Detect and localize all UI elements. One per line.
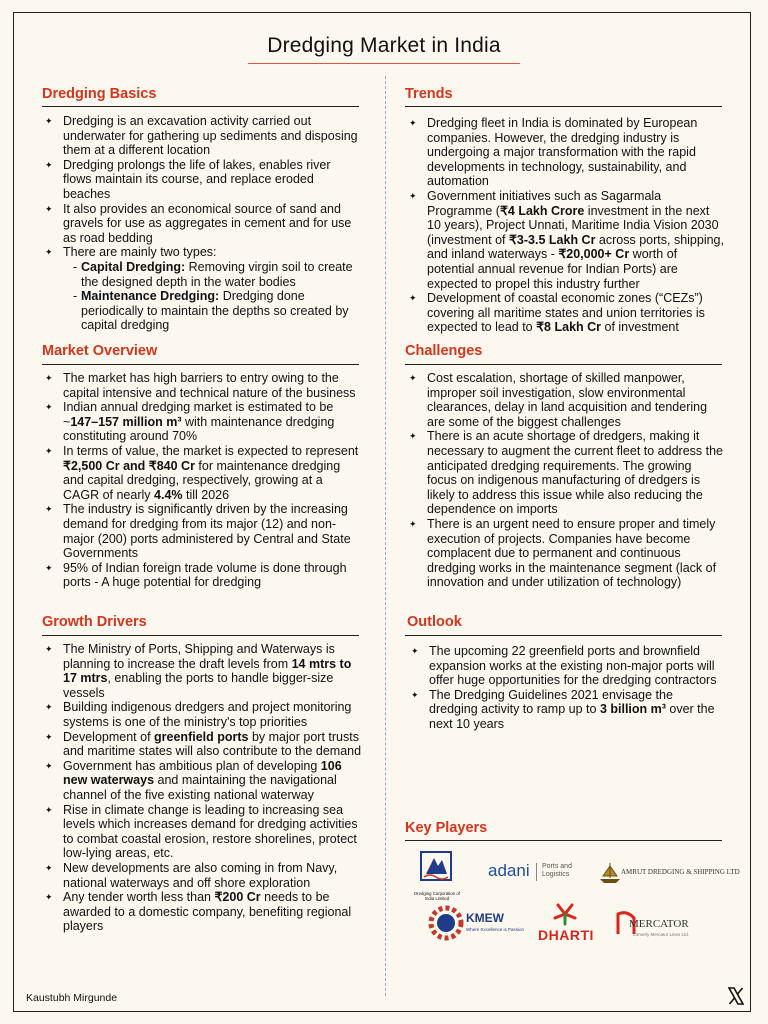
sub-item-description: Removing virgin soil to create the designed depth in the water bodies bbox=[81, 259, 353, 289]
bullet-item bbox=[406, 116, 724, 189]
bullet-item bbox=[42, 890, 362, 934]
section-rule bbox=[405, 364, 722, 365]
sub-bullet-item bbox=[63, 289, 362, 333]
adani-tag-line2: Logistics bbox=[542, 871, 570, 878]
text-segment: The market has high barriers to entry owing to the capital intensive and technical nature of the business bbox=[63, 371, 356, 400]
emphasis-text: ₹20,000+ Cr bbox=[558, 247, 630, 262]
dci-emblem-icon bbox=[412, 850, 462, 886]
text-segment: till 2026 bbox=[182, 487, 230, 502]
emphasis-text: ₹3-3.5 Lakh Cr bbox=[508, 232, 596, 247]
emphasis-text: ₹2,500 Cr and ₹840 Cr bbox=[63, 458, 195, 473]
text-segment: , enabling the ports to handle bigger-size vessels bbox=[63, 671, 334, 700]
text-segment: investment in the next 10 years), Project Unnati, Maritime India Vision 2030 (investment of bbox=[427, 203, 719, 247]
dci-logo bbox=[412, 850, 462, 901]
emphasis-text: 147–157 million m³ bbox=[70, 414, 182, 429]
text-segment: There is an acute shortage of dredgers, making it necessary to augment the current fleet to address the anticipated dredging requirements. The growing focus on indigenous manufacturing of dredgers is likely to address this issue while also reducing the dependence on imports bbox=[427, 429, 724, 517]
text-segment: worth of potential annual revenue for Indian Ports) are expected to propel this industry further bbox=[427, 247, 678, 291]
adani-separator bbox=[536, 863, 537, 881]
emphasis-text: 3 billion m³ bbox=[599, 702, 666, 717]
list-market-overview bbox=[42, 371, 362, 590]
bullet-item bbox=[42, 730, 362, 759]
emphasis-text: ₹200 Cr bbox=[214, 890, 261, 905]
bullet-item bbox=[42, 759, 362, 803]
text-segment: Building indigenous dredgers and project monitoring systems is one of the ministry's top priorities bbox=[63, 700, 352, 729]
emphasis-text: ₹8 Lakh Cr bbox=[536, 320, 602, 335]
kmew-tagline: Where Excellence is Passion bbox=[466, 927, 525, 932]
emphasis-text: greenfield ports bbox=[154, 729, 249, 744]
bullet-item bbox=[42, 114, 362, 158]
bullet-item bbox=[42, 202, 362, 246]
sub-item-term: Maintenance Dredging: bbox=[81, 289, 220, 304]
adani-tag-line1: Ports and bbox=[542, 863, 572, 870]
dci-caption: Dredging Corporation of India Limited bbox=[414, 891, 460, 901]
bullet-item bbox=[42, 561, 362, 590]
kmew-gear-icon bbox=[428, 905, 464, 941]
text-segment: Development of bbox=[63, 729, 155, 744]
text-segment: by major port trusts and maritime states will also contribute to the demand bbox=[63, 729, 362, 759]
text-segment: Dredging prolongs the life of lakes, enables river flows maintain its course, and replace eroded beaches bbox=[63, 157, 331, 201]
list-trends bbox=[406, 116, 724, 335]
kmew-logo bbox=[428, 903, 523, 945]
adani-tagline bbox=[542, 863, 572, 879]
kmew-wordmark: KMEW bbox=[466, 911, 504, 925]
page-title: Dredging Market in India bbox=[267, 34, 501, 57]
author-name: Kaustubh Mirgunde bbox=[26, 992, 118, 1004]
text-segment: The industry is significantly driven by the increasing demand for dredging from its major (12) and non-major (200) ports administered by Central and State Governments bbox=[63, 502, 351, 561]
text-segment: for maintenance dredging and capital dredging, respectively, growing at a CAGR of nearly bbox=[63, 458, 341, 502]
bullet-item bbox=[42, 861, 362, 890]
section-title-growth-drivers: Growth Drivers bbox=[42, 614, 147, 630]
text-segment: Government has ambitious plan of developing bbox=[63, 758, 321, 773]
section-title-market-overview: Market Overview bbox=[42, 343, 158, 359]
text-segment: with maintenance dredging constituting around 70% bbox=[63, 414, 335, 444]
list-challenges bbox=[406, 371, 724, 590]
text-segment: Government initiatives such as Sagarmala Programme ( bbox=[427, 188, 662, 218]
x-logo-icon[interactable] bbox=[728, 987, 744, 1005]
bullet-item bbox=[42, 700, 362, 729]
text-segment: There are mainly two types: bbox=[63, 245, 217, 260]
sub-bullet-item bbox=[63, 260, 362, 289]
adani-wordmark: adani bbox=[488, 861, 530, 880]
text-segment: Rise in climate change is leading to increasing sea levels which increases demand for dredging activities to combat coastal erosion, restore shorelines, protect low-lying areas, etc. bbox=[63, 802, 358, 861]
text-segment: 95% of Indian foreign trade volume is done through ports - A huge potential for dredging bbox=[63, 560, 347, 590]
text-segment: The upcoming 22 greenfield ports and brownfield expansion works at the existing non-major ports will offer huge opportunities for the dredging contractors bbox=[429, 644, 717, 688]
text-segment: Indian annual dredging market is estimated to be ~ bbox=[63, 400, 334, 429]
section-rule bbox=[42, 635, 359, 636]
bullet-item bbox=[42, 444, 362, 502]
emphasis-text: 106 new waterways bbox=[63, 758, 342, 788]
dharti-emblem-icon bbox=[552, 902, 578, 926]
section-title-outlook: Outlook bbox=[407, 614, 462, 630]
text-segment: Development of coastal economic zones (“CEZs”) covering all maritime states and union territories is expected to lead to bbox=[427, 291, 705, 335]
text-segment: over the next 10 years bbox=[429, 702, 715, 731]
section-title-trends: Trends bbox=[405, 86, 453, 102]
bullet-item bbox=[42, 245, 362, 333]
bullet-item bbox=[42, 400, 362, 444]
list-growth-drivers bbox=[42, 642, 362, 934]
text-segment: Dredging fleet in India is dominated by European companies. However, the dredging industry is undergoing a major transformation with the rapid developments in technology, sustainability, and automation bbox=[427, 116, 698, 189]
sub-list bbox=[63, 260, 362, 333]
column-divider bbox=[385, 76, 386, 996]
section-title-dredging-basics: Dredging Basics bbox=[42, 86, 157, 102]
bullet-item bbox=[406, 371, 724, 429]
bullet-item bbox=[408, 688, 724, 732]
title-underline bbox=[248, 63, 520, 64]
section-rule bbox=[405, 840, 722, 841]
mercator-logo bbox=[615, 908, 705, 944]
emphasis-text: 14 mtrs to 17 mtrs bbox=[63, 656, 352, 686]
bullet-item bbox=[406, 517, 724, 590]
bullet-item bbox=[42, 502, 362, 560]
section-rule bbox=[405, 635, 722, 636]
list-dredging-basics bbox=[42, 114, 362, 333]
text-segment: There is an urgent need to ensure proper and timely execution of projects. Companies have become complacent due to permanent and continuous dredging works in the maintenance segment (lack of innovation and under utilization of technology) bbox=[427, 516, 717, 590]
amrut-logo bbox=[599, 861, 740, 887]
text-segment: It also provides an economical source of sand and gravels for use as aggregates in cement and for use as road bedding bbox=[63, 201, 352, 245]
text-segment: and maintaining the navigational channel of the five existing national waterway bbox=[63, 773, 337, 802]
bullet-item bbox=[406, 291, 724, 335]
emphasis-text: 4.4% bbox=[154, 487, 183, 502]
bullet-item bbox=[406, 189, 724, 291]
adani-logo bbox=[488, 861, 588, 885]
bullet-item bbox=[408, 644, 724, 688]
emphasis-text: ₹4 Lakh Crore bbox=[499, 203, 585, 218]
text-segment: Dredging is an excavation activity carried out underwater for gathering up sediments and disposing them at a different location bbox=[63, 114, 358, 158]
bullet-item bbox=[42, 803, 362, 861]
section-title-key-players: Key Players bbox=[405, 820, 488, 836]
section-rule bbox=[405, 106, 722, 107]
bullet-item bbox=[42, 642, 362, 700]
sub-item-description: Dredging done periodically to maintain the depths so created by capital dredging bbox=[81, 289, 349, 333]
bullet-item bbox=[42, 371, 362, 400]
text-segment: Cost escalation, shortage of skilled manpower, improper soil investigation, slow environmental clearances, delay in land acquisition and tendering are some of the biggest challenges bbox=[427, 371, 708, 429]
bullet-item bbox=[406, 429, 724, 517]
text-segment: The Ministry of Ports, Shipping and Waterways is planning to increase the draft levels from bbox=[63, 642, 335, 671]
text-segment: New developments are also coming in from Navy, national waterways and off shore exploration bbox=[63, 860, 338, 890]
mercator-wordmark: MERCATOR bbox=[629, 918, 689, 930]
text-segment: The Dredging Guidelines 2021 envisage the dredging activity to ramp up to bbox=[429, 687, 673, 717]
dharti-logo bbox=[536, 900, 594, 944]
section-rule bbox=[42, 106, 359, 107]
text-segment: needs to be awarded to a domestic company, benefiting regional players bbox=[63, 890, 352, 934]
section-rule bbox=[42, 364, 359, 365]
dharti-wordmark: DHARTI bbox=[538, 927, 594, 943]
section-title-challenges: Challenges bbox=[405, 343, 483, 359]
text-segment: across ports, shipping, and inland waterways - bbox=[427, 232, 724, 262]
bullet-item bbox=[42, 158, 362, 202]
text-segment: of investment bbox=[601, 320, 679, 335]
sub-item-term: Capital Dredging: bbox=[81, 259, 186, 274]
amrut-ship-icon bbox=[599, 862, 621, 884]
text-segment: Any tender worth less than bbox=[63, 890, 215, 905]
amrut-wordmark: AMRUT DREDGING & SHIPPING LTD bbox=[621, 868, 740, 876]
mercator-tagline: formerly Mercator Lines Ltd. bbox=[633, 932, 690, 937]
list-outlook bbox=[408, 644, 724, 732]
text-segment: In terms of value, the market is expected to represent bbox=[63, 443, 359, 458]
